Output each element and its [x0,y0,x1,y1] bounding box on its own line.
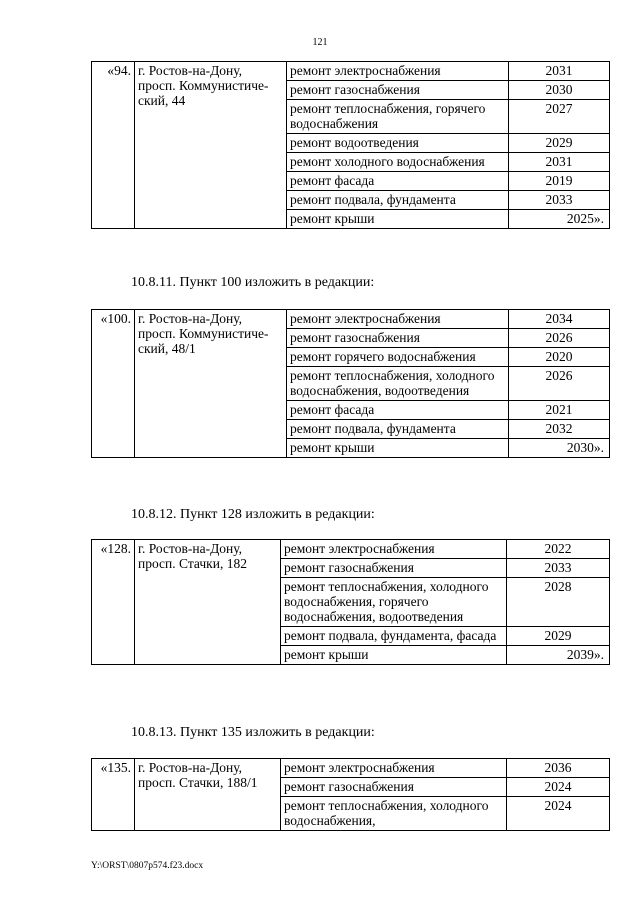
table-item-94 [91,61,610,229]
work-cell: ремонт электроснабжения [287,62,509,81]
item-number: «94. [92,62,135,229]
year-cell: 2033 [509,191,610,210]
work-cell: ремонт теплоснабжения, холодного водоснабжения, [281,797,507,831]
item-address: г. Ростов-на-Дону, просп. Коммунистиче-ский, 48/1 [135,310,287,458]
year-cell: 2039». [507,646,610,665]
year-cell: 2024 [507,797,610,831]
year-cell: 2025». [509,210,610,229]
table-item-100 [91,309,610,458]
year-cell: 2027 [509,100,610,134]
year-cell: 2024 [507,778,610,797]
year-cell: 2030». [509,439,610,458]
work-cell: ремонт горячего водоснабжения [287,348,509,367]
work-cell: ремонт электроснабжения [287,310,509,329]
work-cell: ремонт подвала, фундамента [287,420,509,439]
year-cell: 2021 [509,401,610,420]
caption-10-8-12: 10.8.12. Пункт 128 изложить в редакции: [131,507,375,522]
caption-10-8-13: 10.8.13. Пункт 135 изложить в редакции: [131,725,375,740]
work-cell: ремонт газоснабжения [281,778,507,797]
page-number: 121 [312,37,328,48]
work-cell: ремонт теплоснабжения, холодного водоснабжения, водоотведения [287,367,509,401]
item-address: г. Ростов-на-Дону, просп. Стачки, 182 [135,540,281,665]
work-cell: ремонт крыши [287,210,509,229]
work-cell: ремонт крыши [281,646,507,665]
table-item-135 [91,758,610,831]
table-row [92,540,610,559]
work-cell: ремонт подвала, фундамента, фасада [281,627,507,646]
item-number: «135. [92,759,135,831]
work-cell: ремонт водоотведения [287,134,509,153]
year-cell: 2020 [509,348,610,367]
work-cell: ремонт электроснабжения [281,540,507,559]
year-cell: 2028 [507,578,610,627]
item-address: г. Ростов-на-Дону, просп. Коммунистиче-ский, 44 [135,62,287,229]
year-cell: 2032 [509,420,610,439]
work-cell: ремонт электроснабжения [281,759,507,778]
year-cell: 2033 [507,559,610,578]
table-item-128 [91,539,610,665]
table-row [92,759,610,778]
table-row [92,62,610,81]
item-number: «100. [92,310,135,458]
caption-10-8-11: 10.8.11. Пункт 100 изложить в редакции: [131,275,375,290]
work-cell: ремонт газоснабжения [281,559,507,578]
year-cell: 2019 [509,172,610,191]
work-cell: ремонт теплоснабжения, горячего водоснабжения [287,100,509,134]
year-cell: 2031 [509,153,610,172]
work-cell: ремонт фасада [287,401,509,420]
year-cell: 2026 [509,329,610,348]
work-cell: ремонт подвала, фундамента [287,191,509,210]
footer-file-path: Y:\ORST\0807p574.f23.docx [91,861,204,871]
year-cell: 2034 [509,310,610,329]
work-cell: ремонт крыши [287,439,509,458]
work-cell: ремонт фасада [287,172,509,191]
year-cell: 2036 [507,759,610,778]
work-cell: ремонт газоснабжения [287,329,509,348]
item-number: «128. [92,540,135,665]
year-cell: 2026 [509,367,610,401]
year-cell: 2029 [507,627,610,646]
table-row [92,310,610,329]
year-cell: 2031 [509,62,610,81]
work-cell: ремонт теплоснабжения, холодного водоснабжения, горячего водоснабжения, водоотведения [281,578,507,627]
year-cell: 2029 [509,134,610,153]
year-cell: 2022 [507,540,610,559]
item-address: г. Ростов-на-Дону, просп. Стачки, 188/1 [135,759,281,831]
work-cell: ремонт газоснабжения [287,81,509,100]
work-cell: ремонт холодного водоснабжения [287,153,509,172]
year-cell: 2030 [509,81,610,100]
